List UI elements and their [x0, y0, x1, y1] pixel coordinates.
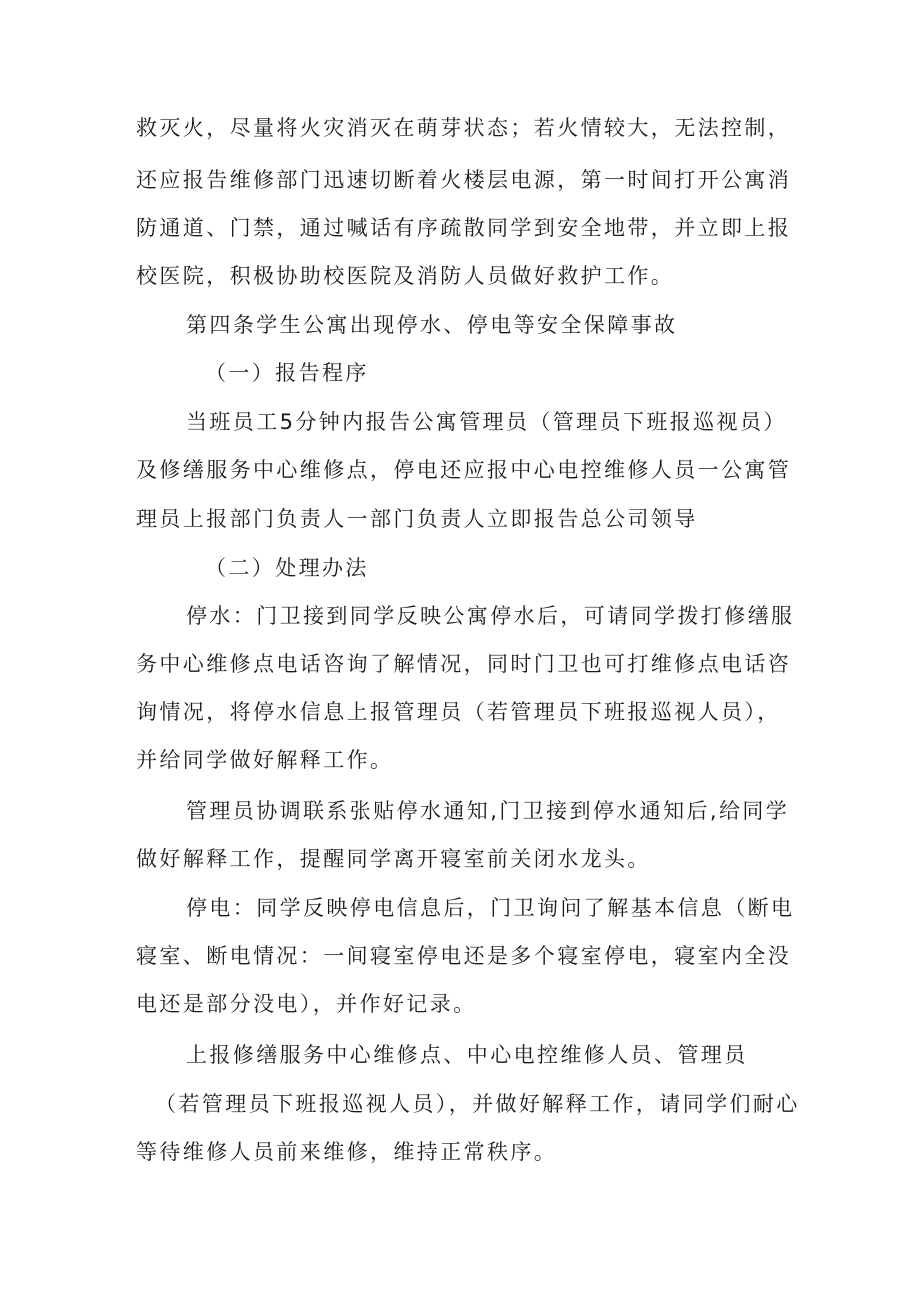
paragraph-line: 电还是部分没电），并作好记录。 [136, 992, 477, 1016]
paragraph-line: 校医院，积极协助校医院及消防人员做好救护工作。 [136, 264, 675, 288]
paragraph-line: 务中心维修点电话咨询了解情况，同时门卫也可打维修点电话咨 [136, 652, 792, 676]
paragraph-line: 做好解释工作，提醒同学离开寝室前关闭水龙头。 [136, 847, 651, 871]
paragraph-line: 寝室、断电情况：一间寝室停电还是多个寝室停电，寝室内全没 [136, 944, 792, 968]
paragraph-line: 停电：同学反映停电信息后，门卫询问了解基本信息（断电 [186, 896, 795, 920]
paragraph-line: 救灭火，尽量将火灾消灭在萌芽状态；若火情较大，无法控制， [136, 116, 792, 140]
paragraph-line: 并给同学做好解释工作。 [136, 748, 394, 772]
paragraph-line: （若管理员下班报巡视人员），并做好解释工作，请同学们耐心 [155, 1092, 800, 1116]
paragraph-line: 上报修缮服务中心维修点、中心电控维修人员、管理员 [186, 1043, 748, 1067]
paragraph-line: 及修缮服务中心维修点，停电还应报中心电控维修人员一公寓管 [136, 458, 792, 482]
paragraph-line: 等待维修人员前来维修，维持正常秩序。 [136, 1140, 558, 1164]
paragraph-line: 停水：门卫接到同学反映公寓停水后，可请同学拨打修缮服 [186, 604, 795, 628]
subsection-heading: （一）报告程序 [205, 361, 369, 385]
paragraph-line: 还应报告维修部门迅速切断着火楼层电源，第一时间打开公寓消 [136, 168, 792, 192]
paragraph-line: 理员上报部门负责人一部门负责人立即报告总公司领导 [136, 507, 698, 531]
paragraph-line: 防通道、门禁，通过喊话有序疏散同学到安全地带，并立即上报 [136, 216, 792, 240]
paragraph-line: 管理员协调联系张贴停水通知,门卫接到停水通知后,给同学 [186, 799, 790, 823]
paragraph-line: 当班员工5分钟内报告公寓管理员（管理员下班报巡视员） [186, 410, 787, 434]
subsection-heading: （二）处理办法 [205, 556, 369, 580]
section-heading: 第四条学生公寓出现停水、停电等安全保障事故 [186, 313, 678, 337]
paragraph-line: 询情况，将停水信息上报管理员（若管理员下班报巡视人员）， [136, 700, 781, 724]
